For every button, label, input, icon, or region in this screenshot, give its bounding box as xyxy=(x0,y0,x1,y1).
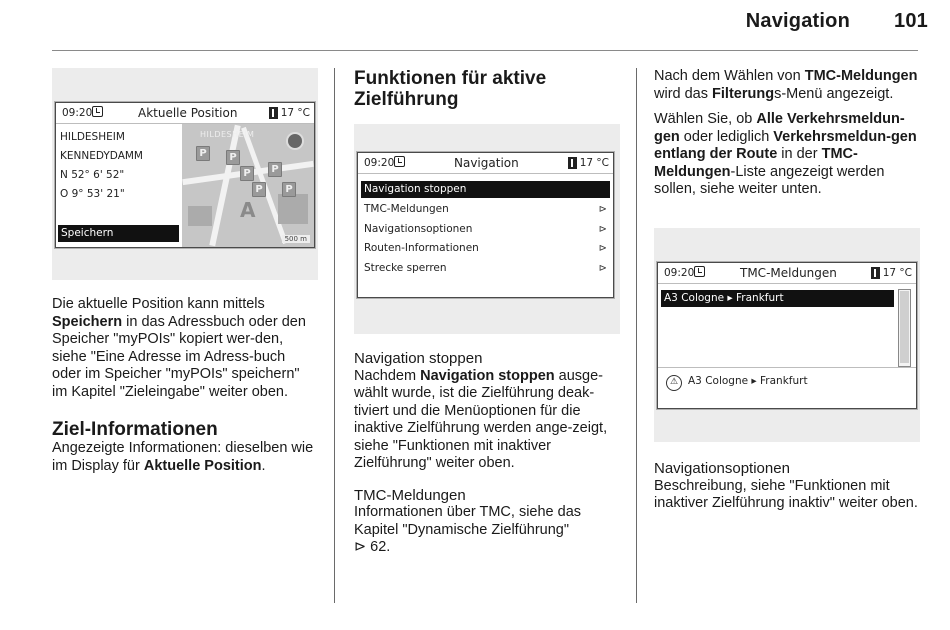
submenu-arrow-icon: ⊳ xyxy=(598,263,607,274)
page-reference: ⊳ 62. xyxy=(354,539,391,555)
clock-time: 09:20 xyxy=(62,107,93,119)
paragraph-tmc-filter: Nach dem Wählen von TMC-Meldungen wird das Filterungs-Menü angezeigt. xyxy=(654,68,918,102)
paragraph-ziel-info: Angezeigte Informationen: dieselben wie im Display für Aktuelle Position. xyxy=(52,440,314,474)
subheading-navigationsoptionen: Navigationsoptionen xyxy=(654,460,790,477)
position-street: KENNEDYDAMM xyxy=(60,150,143,162)
heading-ziel-informationen: Ziel-Informationen xyxy=(52,419,218,440)
column-3 xyxy=(654,68,920,199)
clock-icon xyxy=(694,266,705,277)
clock-icon xyxy=(394,156,405,167)
header-rule xyxy=(52,50,918,51)
position-longitude: O 9° 53' 21" xyxy=(60,188,125,200)
parking-icon: P xyxy=(226,150,240,165)
clock-time: 09:20 xyxy=(364,157,395,169)
scrollbar-thumb[interactable] xyxy=(900,291,909,363)
traffic-warning-icon: ⚠ xyxy=(666,375,682,391)
position-city: HILDESHEIM xyxy=(60,131,125,143)
thermometer-icon xyxy=(871,267,880,279)
screen-status-bar xyxy=(658,263,916,284)
temperature xyxy=(269,107,310,119)
paragraph-position: Die aktuelle Position kann mittels Speichern in das Adressbuch oder den Speicher "myPOIs" kopiert wer-den, siehe "Eine Adresse im Adress-buch oder im Speicher "myPOIs" speichern" im Kapitel "Zieleingabe" weiter oben. xyxy=(52,296,306,400)
position-marker: A xyxy=(240,198,256,222)
column-2 xyxy=(354,350,620,557)
map-view xyxy=(182,124,314,247)
column-divider xyxy=(636,68,637,603)
temperature xyxy=(568,157,609,169)
thermometer-icon xyxy=(269,107,278,119)
column-2-heading xyxy=(354,68,620,110)
menu-item-navigation-stoppen[interactable]: Navigation stoppen xyxy=(361,181,610,198)
column-1 xyxy=(52,296,318,475)
temperature-value: 17 °C xyxy=(280,107,310,119)
screen-title: Navigation xyxy=(454,156,519,170)
column-3-bottom xyxy=(654,460,920,513)
clock-icon xyxy=(92,106,103,117)
tmc-detail: A3 Cologne ▸ Frankfurt xyxy=(688,375,808,387)
position-screen xyxy=(55,102,315,248)
parking-icon: P xyxy=(240,166,254,181)
temperature xyxy=(871,267,912,279)
page-header xyxy=(746,10,928,33)
screen-status-bar xyxy=(358,153,613,174)
parking-icon: P xyxy=(252,182,266,197)
tmc-screen xyxy=(657,262,917,409)
submenu-arrow-icon: ⊳ xyxy=(598,243,607,254)
submenu-arrow-icon: ⊳ xyxy=(598,224,607,235)
save-button[interactable]: Speichern xyxy=(58,225,179,242)
paragraph-navigation-stoppen: Nachdem Navigation stoppen ausge-wählt wurde, ist die Zielführung deak-tiviert und die Menüoptionen für die inaktive Zielführung werden ange-zeigt, siehe "Funktionen mit inaktiver Zielführung" weiter oben. xyxy=(354,367,608,471)
menu-item-routen-informationen[interactable]: Routen-Informationen ⊳ xyxy=(361,240,610,257)
parking-icon: P xyxy=(196,146,210,161)
map-block xyxy=(278,194,308,224)
screen-status-bar xyxy=(56,103,314,124)
paragraph-navigationsoptionen: Beschreibung, siehe "Funktionen mit inaktiver Zielführung inaktiv" weiter oben. xyxy=(654,477,918,511)
parking-icon: P xyxy=(282,182,296,197)
heading-active-guidance: Funktionen für aktive Zielführung xyxy=(354,68,547,110)
temperature-value: 17 °C xyxy=(579,157,609,169)
position-info xyxy=(60,128,143,204)
temperature-value: 17 °C xyxy=(882,267,912,279)
divider xyxy=(658,367,916,368)
screen-title: Aktuelle Position xyxy=(138,106,238,120)
compass-icon xyxy=(286,132,304,150)
map-block xyxy=(188,206,212,226)
submenu-arrow-icon: ⊳ xyxy=(598,204,607,215)
position-latitude: N 52° 6' 52" xyxy=(60,169,125,181)
menu-item-strecke-sperren[interactable]: Strecke sperren ⊳ xyxy=(361,260,610,277)
navigation-menu-screen xyxy=(357,152,614,298)
subheading-tmc-meldungen: TMC-Meldungen xyxy=(354,486,466,504)
map-road xyxy=(209,125,240,247)
parking-icon: P xyxy=(268,162,282,177)
header-title: Navigation xyxy=(745,10,851,32)
menu-item-navigationsoptionen[interactable]: Navigationsoptionen ⊳ xyxy=(361,221,610,238)
map-city-label: HILDESHEIM xyxy=(200,130,255,139)
paragraph-tmc: Informationen über TMC, siehe das Kapitel "Dynamische Zielführung" ⊳ 62. xyxy=(354,504,582,555)
column-divider xyxy=(334,68,335,603)
scrollbar[interactable] xyxy=(898,289,911,367)
paragraph-traffic-choice: Wählen Sie, ob Alle Verkehrsmeldun-gen oder lediglich Verkehrsmeldun-gen entlang der Route in der TMC-Meldungen-Liste angezeigt werden sollen, siehe weiter unten. xyxy=(654,111,917,197)
subheading-navigation-stoppen: Navigation stoppen xyxy=(354,350,483,367)
page-number: 101 xyxy=(894,10,928,32)
menu-item-tmc-meldungen[interactable]: TMC-Meldungen ⊳ xyxy=(361,201,610,218)
thermometer-icon xyxy=(568,157,577,169)
screen-title: TMC-Meldungen xyxy=(740,266,837,280)
clock-time: 09:20 xyxy=(664,267,695,279)
map-scale: 500 m xyxy=(282,235,310,243)
tmc-list-item[interactable]: A3 Cologne ▸ Frankfurt xyxy=(661,290,894,307)
